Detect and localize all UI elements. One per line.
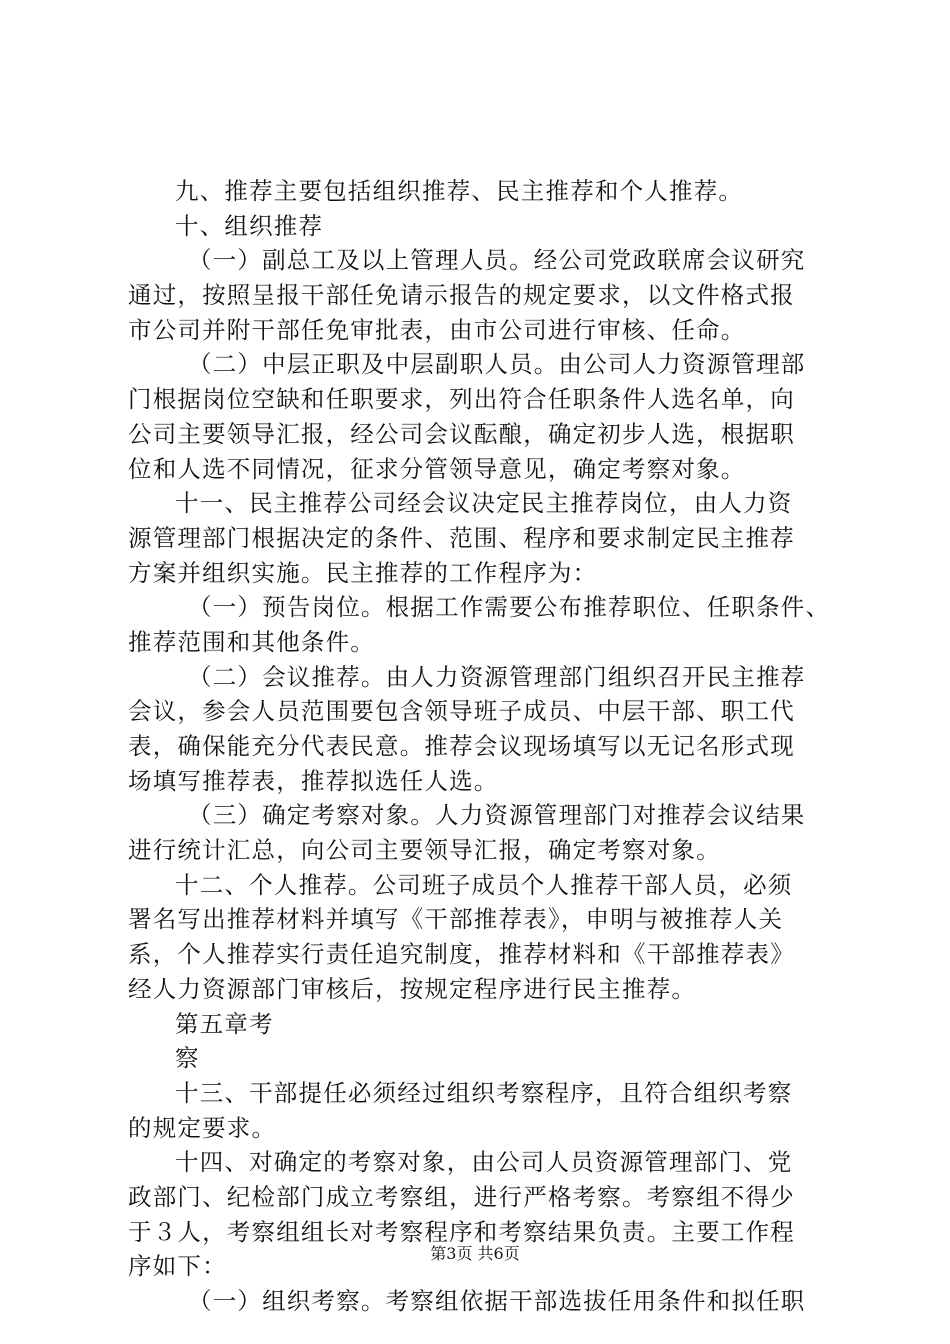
paragraph-line: 的规定要求。 <box>128 1113 277 1142</box>
paragraph-line: 十、组织推荐 <box>175 211 324 240</box>
paragraph-line: （一）副总工及以上管理人员。经公司党政联席会议研究 <box>188 246 806 275</box>
paragraph-line: 经人力资源部门审核后，按规定程序进行民主推荐。 <box>128 974 697 1003</box>
paragraph-line: 政部门、纪检部门成立考察组，进行严格考察。考察组不得少 <box>128 1182 795 1211</box>
paragraph-line: （二）会议推荐。由人力资源管理部门组织召开民主推荐 <box>188 662 806 691</box>
paragraph-line: 十四、对确定的考察对象，由公司人员资源管理部门、党 <box>175 1148 793 1177</box>
paragraph-line: 察 <box>175 1044 200 1073</box>
paragraph-line: 十二、个人推荐。公司班子成员个人推荐干部人员，必须 <box>175 870 793 899</box>
paragraph-line: 会议，参会人员范围要包含领导班子成员、中层干部、职工代 <box>128 697 795 726</box>
paragraph-line: 位和人选不同情况，征求分管领导意见，确定考察对象。 <box>128 454 746 483</box>
paragraph-line: 通过，按照呈报干部任免请示报告的规定要求，以文件格式报 <box>128 281 795 310</box>
paragraph-line: 十三、干部提任必须经过组织考察程序，且符合组织考察 <box>175 1078 793 1107</box>
paragraph-line: 门根据岗位空缺和任职要求，列出符合任职条件人选名单，向 <box>128 385 795 414</box>
paragraph-line: 表，确保能充分代表民意。推荐会议现场填写以无记名形式现 <box>128 732 795 760</box>
paragraph-line: 市公司并附干部任免审批表，由市公司进行审核、任命。 <box>128 315 746 344</box>
paragraph-line: 于３人，考察组组长对考察程序和考察结果负责。主要工作程 <box>128 1217 795 1246</box>
paragraph-line: 进行统计汇总，向公司主要领导汇报，确定考察对象。 <box>128 836 721 865</box>
paragraph-line: 第五章考 <box>175 1009 274 1038</box>
paragraph-line: 九、推荐主要包括组织推荐、民主推荐和个人推荐。 <box>175 177 744 205</box>
paragraph-line: 序如下： <box>128 1252 227 1281</box>
paragraph-line: （一）预告岗位。根据工作需要公布推荐职位、任职条件、 <box>188 593 831 622</box>
paragraph-line: 方案并组织实施。民主推荐的工作程序为： <box>128 558 598 587</box>
paragraph-line: 十一、民主推荐公司经会议决定民主推荐岗位，由人力资 <box>175 489 793 518</box>
paragraph-line: （一）组织考察。考察组依据干部选拔任用条件和拟任职 <box>188 1287 806 1315</box>
paragraph-line: 署名写出推荐材料并填写《干部推荐表》，申明与被推荐人关 <box>128 905 784 934</box>
paragraph-line: 推荐范围和其他条件。 <box>128 627 375 656</box>
document-body <box>128 174 840 1319</box>
paragraph-line: 系，个人推荐实行责任追究制度，推荐材料和《干部推荐表》 <box>128 940 795 969</box>
paragraph-line: （二）中层正职及中层副职人员。由公司人力资源管理部 <box>188 350 806 379</box>
page-footer: 第3页 共6页 <box>430 1244 520 1263</box>
paragraph-line: （三）确定考察对象。人力资源管理部门对推荐会议结果 <box>188 801 806 830</box>
paragraph-line: 公司主要领导汇报，经公司会议酝酿，确定初步人选，根据职 <box>128 419 795 448</box>
paragraph-line: 源管理部门根据决定的条件、范围、程序和要求制定民主推荐 <box>128 523 795 552</box>
paragraph-line: 场填写推荐表，推荐拟选任人选。 <box>128 766 499 795</box>
